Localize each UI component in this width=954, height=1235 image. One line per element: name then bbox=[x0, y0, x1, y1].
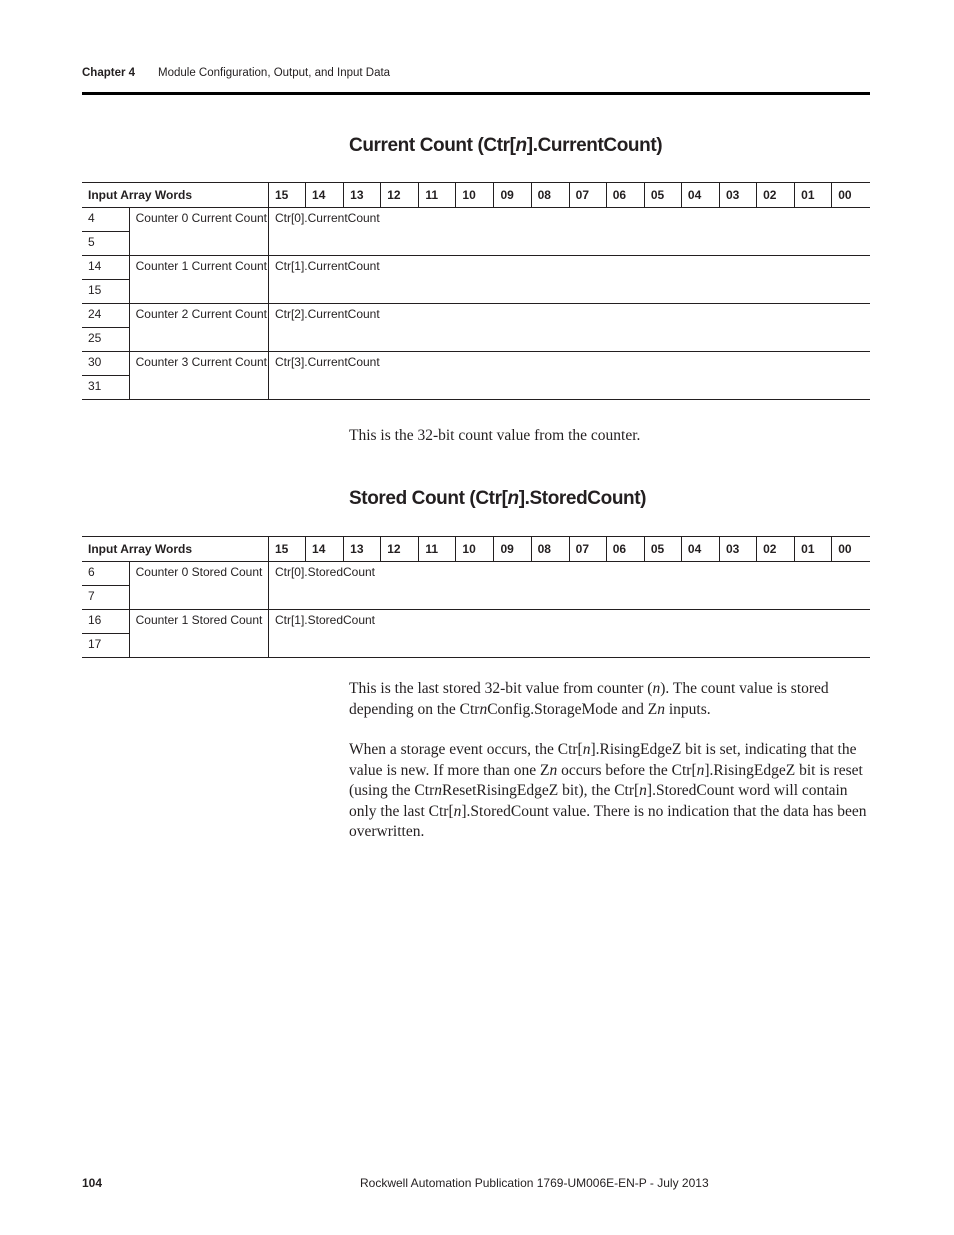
bit-header: 12 bbox=[381, 537, 419, 562]
bit-header: 00 bbox=[832, 183, 870, 208]
title-prefix: Current Count (Ctr[ bbox=[349, 135, 516, 156]
var: n bbox=[696, 761, 705, 779]
table-row bbox=[82, 562, 870, 586]
counter-label: Counter 3 Current Count bbox=[129, 352, 268, 400]
text: When a storage event occurs, the Ctr[ bbox=[349, 741, 583, 758]
bit-header: 04 bbox=[681, 537, 719, 562]
table-row bbox=[82, 352, 870, 376]
counter-value: Ctr[1].CurrentCount bbox=[268, 256, 870, 304]
publication-info: Rockwell Automation Publication 1769-UM006E-EN-P - July 2013 bbox=[360, 1176, 709, 1190]
bit-header: 07 bbox=[569, 537, 606, 562]
word-number: 16 bbox=[82, 610, 129, 634]
counter-label: Counter 0 Current Count bbox=[129, 208, 268, 256]
var: n bbox=[479, 700, 488, 718]
bit-header: 10 bbox=[456, 183, 494, 208]
page-number: 104 bbox=[82, 1176, 103, 1190]
var: n bbox=[453, 802, 462, 820]
current-count-table bbox=[82, 182, 870, 400]
counter-value: Ctr[0].CurrentCount bbox=[268, 208, 870, 256]
bit-header: 07 bbox=[569, 183, 606, 208]
stored-count-paragraph-1 bbox=[349, 679, 871, 720]
title-suffix: ].StoredCount) bbox=[518, 488, 647, 509]
bit-header: 01 bbox=[795, 537, 832, 562]
bit-header: 02 bbox=[757, 183, 795, 208]
text: inputs. bbox=[664, 700, 711, 718]
word-number: 5 bbox=[82, 232, 129, 256]
stored-count-table bbox=[82, 536, 870, 658]
counter-label: Counter 0 Stored Count bbox=[129, 562, 268, 610]
word-number: 17 bbox=[82, 634, 129, 658]
text: ). The count value is stored depending on the Ctr bbox=[349, 680, 829, 718]
bit-header: 08 bbox=[531, 183, 569, 208]
title-var: n bbox=[507, 488, 519, 509]
bit-header: 03 bbox=[720, 537, 757, 562]
text: ].RisingEdgeZ bit is set, indicating that the value is new. If more than one Z bbox=[349, 741, 857, 779]
counter-label: Counter 1 Stored Count bbox=[129, 610, 268, 658]
bit-header: 00 bbox=[832, 537, 870, 562]
word-number: 4 bbox=[82, 208, 129, 232]
word-number: 14 bbox=[82, 256, 129, 280]
word-number: 15 bbox=[82, 280, 129, 304]
var: n bbox=[434, 782, 442, 799]
word-number: 25 bbox=[82, 328, 129, 352]
current-count-description: This is the 32-bit count value from the counter. bbox=[349, 427, 641, 444]
text: ].RisingEdgeZ bit is reset (using the Ctr bbox=[349, 761, 863, 799]
var: n bbox=[639, 782, 647, 799]
bit-header: 12 bbox=[381, 183, 419, 208]
bit-header: 08 bbox=[531, 537, 569, 562]
counter-value: Ctr[0].StoredCount bbox=[268, 562, 870, 610]
bit-header: 13 bbox=[344, 537, 381, 562]
word-number: 24 bbox=[82, 304, 129, 328]
title-prefix: Stored Count (Ctr[ bbox=[349, 488, 508, 509]
section-title-current-count bbox=[349, 135, 662, 157]
counter-value: Ctr[1].StoredCount bbox=[268, 610, 870, 658]
section-title-stored-count bbox=[349, 488, 646, 510]
title-suffix: ].CurrentCount) bbox=[526, 135, 663, 156]
bit-header: 04 bbox=[681, 183, 719, 208]
word-number: 6 bbox=[82, 562, 129, 586]
text: Config.StorageMode and Z bbox=[487, 700, 658, 718]
bit-header: 02 bbox=[757, 537, 795, 562]
chapter-label: Chapter 4 bbox=[82, 67, 136, 79]
var: n bbox=[652, 680, 661, 697]
stored-count-paragraph-2 bbox=[349, 740, 871, 843]
counter-value: Ctr[2].CurrentCount bbox=[268, 304, 870, 352]
bit-header: 11 bbox=[419, 537, 456, 562]
table-row bbox=[82, 610, 870, 634]
table-header-row bbox=[82, 183, 870, 208]
title-var: n bbox=[515, 135, 527, 156]
word-number: 31 bbox=[82, 376, 129, 400]
text: This is the last stored 32-bit value from counter ( bbox=[349, 680, 653, 697]
counter-label: Counter 2 Current Count bbox=[129, 304, 268, 352]
bit-header: 06 bbox=[606, 537, 644, 562]
bit-header: 05 bbox=[644, 183, 681, 208]
text: ].StoredCount word will contain only the last Ctr[ bbox=[349, 782, 848, 820]
bit-header: 01 bbox=[795, 183, 832, 208]
counter-label: Counter 1 Current Count bbox=[129, 256, 268, 304]
bit-header: 14 bbox=[306, 183, 344, 208]
var: n bbox=[582, 741, 591, 758]
table-row bbox=[82, 304, 870, 328]
bit-header: 09 bbox=[494, 183, 531, 208]
bit-header: 14 bbox=[306, 537, 344, 562]
bit-header: 15 bbox=[268, 537, 305, 562]
bit-header: 06 bbox=[606, 183, 644, 208]
text: ].StoredCount value. There is no indication that the data has been overwritten. bbox=[349, 802, 867, 840]
word-number: 30 bbox=[82, 352, 129, 376]
header-input-array-words: Input Array Words bbox=[82, 537, 268, 562]
page-header bbox=[82, 66, 870, 95]
chapter-title: Module Configuration, Output, and Input Data bbox=[158, 67, 391, 79]
bit-header: 09 bbox=[494, 537, 531, 562]
table-row bbox=[82, 256, 870, 280]
bit-header: 05 bbox=[644, 537, 681, 562]
text: ResetRisingEdgeZ bit), the Ctr[ bbox=[442, 782, 640, 799]
word-number: 7 bbox=[82, 586, 129, 610]
bit-header: 03 bbox=[720, 183, 757, 208]
table-row bbox=[82, 208, 870, 232]
header-input-array-words: Input Array Words bbox=[82, 183, 268, 208]
bit-header: 15 bbox=[268, 183, 305, 208]
bit-header: 10 bbox=[456, 537, 494, 562]
var: n bbox=[657, 700, 665, 718]
table-header-row bbox=[82, 537, 870, 562]
counter-value: Ctr[3].CurrentCount bbox=[268, 352, 870, 400]
bit-header: 11 bbox=[419, 183, 456, 208]
bit-header: 13 bbox=[344, 183, 381, 208]
var: n bbox=[549, 761, 558, 779]
text: occurs before the Ctr[ bbox=[557, 761, 697, 779]
